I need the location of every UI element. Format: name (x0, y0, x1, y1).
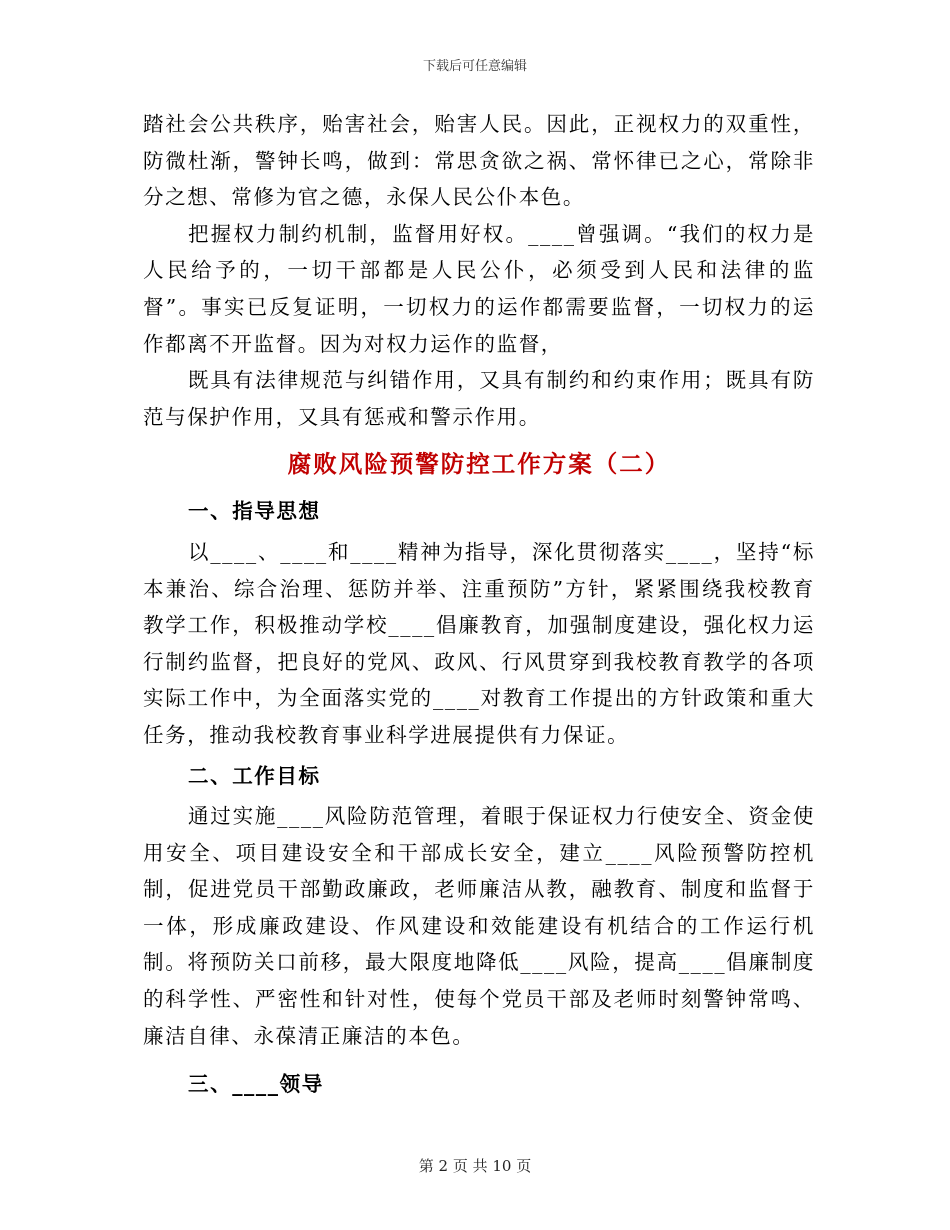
section-heading-guiding-ideology: 一、指导思想 (188, 499, 321, 524)
paragraph-work-goals: 通过实施____风险防范管理，着眼于保证权力行使安全、资金使用安全、项目建设安全和干部成长安全，建立____风险预警防控机制，促进党员干部勤政廉政，老师廉洁从教，融教育、制度和监督于一体，形成廉政建设、作风建设和效能建设有机结合的工作运行机制。将预防关口前移，最大限度地降低____风险，提高____倡廉制度的科学性、严密性和针对性，使每个党员干部及老师时刻警钟常鸣、廉洁自律、永葆清正廉洁的本色。 (143, 804, 815, 1048)
paragraph-supervision: 把握权力制约机制，监督用好权。____曾强调。“我们的权力是人民给予的，一切干部都是人民公仆，必须受到人民和法律的监督”。事实已反复证明，一切权力的运作都需要监督，一切权力的运作都离不开监督。因为对权力运作的监督， (143, 221, 815, 356)
document-body (143, 106, 815, 1107)
page-header: 下载后可任意编辑 (422, 59, 527, 74)
document-title: 腐败风险预警防控工作方案（二） (287, 450, 671, 479)
paragraph-continuation: 踏社会公共秩序，贻害社会，贻害人民。因此，正视权力的双重性，防微杜渐，警钟长鸣，做到：常思贪欲之祸、常怀律已之心，常除非分之想、常修为官之德，永保人民公仆本色。 (143, 112, 815, 210)
paragraph-guiding-ideology: 以____、____和____精神为指导，深化贯彻落实____，坚持“标本兼治、综合治理、惩防并举、注重预防”方针，紧紧围绕我校教育教学工作，积极推动学校____倡廉教育，加强制度建设，强化权力运行制约监督，把良好的党风、政风、行风贯穿到我校教育教学的各项实际工作中，为全面落实党的____对教育工作提出的方针政策和重大任务，推动我校教育事业科学进展提供有力保证。 (143, 539, 815, 747)
section-heading-work-goals: 二、工作目标 (188, 763, 321, 788)
paragraph-functions: 既具有法律规范与纠错作用，又具有制约和约束作用；既具有防范与保护作用，又具有惩戒和警示作用。 (143, 368, 815, 429)
page-footer: 第 2 页 共 10 页 (418, 1157, 532, 1175)
section-heading-leadership: 三、____领导 (188, 1072, 324, 1097)
